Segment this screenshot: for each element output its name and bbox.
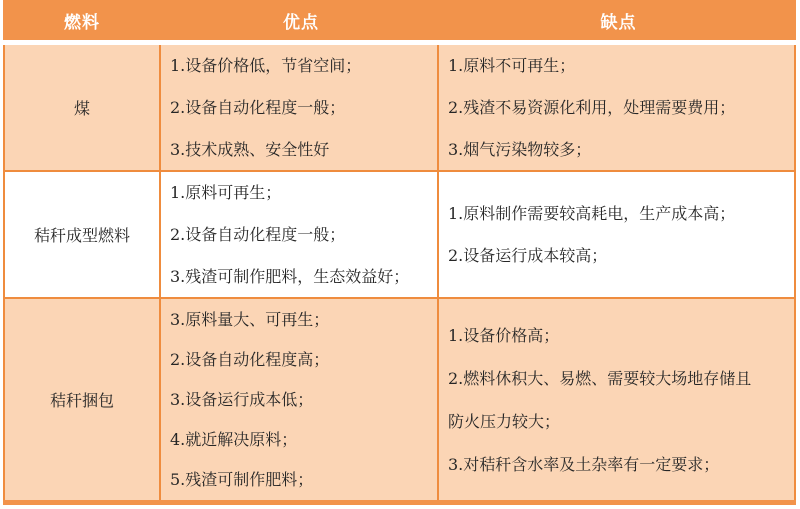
cons-item: 2.燃料休积大、易燃、需要较大场地存储且防火压力较大； [448,368,752,431]
cons-cell [439,45,794,170]
table-body [3,45,796,500]
pros-item: 2.设备自动化程度高； [170,349,330,369]
table-row-straw-bale [5,299,794,500]
header-cell-pros: 优点 [283,12,319,33]
pros-cell [161,299,439,500]
cons-cell [439,172,794,297]
cons-cell [439,299,794,500]
pros-cell [161,45,439,170]
fuel-cell: 煤 [5,45,161,170]
fuel-cell: 秸秆成型燃料 [5,172,161,297]
table-row-coal [5,45,794,172]
cons-item: 3.烟气污染物较多； [448,139,592,159]
pros-item: 2.设备自动化程度一般； [170,224,346,244]
pros-item: 1.原料可再生； [170,182,282,202]
table-bottom-rule [3,500,796,505]
cons-item: 2.残渣不易资源化利用，处理需要费用； [448,97,736,117]
table-header-row [3,0,796,40]
fuel-comparison-table [3,0,796,505]
pros-item: 5.残渣可制作肥料； [170,469,314,489]
pros-item: 3.技术成熟、安全性好 [170,139,330,159]
cons-item: 1.原料制作需要较高耗电，生产成本高； [448,203,736,223]
cons-item: 2.设备运行成本较高； [448,245,608,265]
header-cell-cons: 缺点 [600,12,637,33]
pros-item: 3.残渣可制作肥料，生态效益好； [170,266,410,286]
pros-item: 3.原料量大、可再生； [170,309,330,329]
pros-item: 2.设备自动化程度一般； [170,97,346,117]
cons-item: 1.设备价格高； [448,325,560,345]
table-row-straw-briquette [5,172,794,299]
fuel-cell: 秸秆捆包 [5,299,161,500]
pros-item: 3.设备运行成本低； [170,389,314,409]
cons-item: 3.对秸秆含水率及土杂率有一定要求； [448,454,720,474]
header-cell-fuel: 燃料 [64,12,100,33]
cons-item: 1.原料不可再生； [448,55,576,75]
pros-item: 1.设备价格低，节省空间； [170,55,362,75]
pros-cell [161,172,439,297]
pros-item: 4.就近解决原料； [170,429,298,449]
